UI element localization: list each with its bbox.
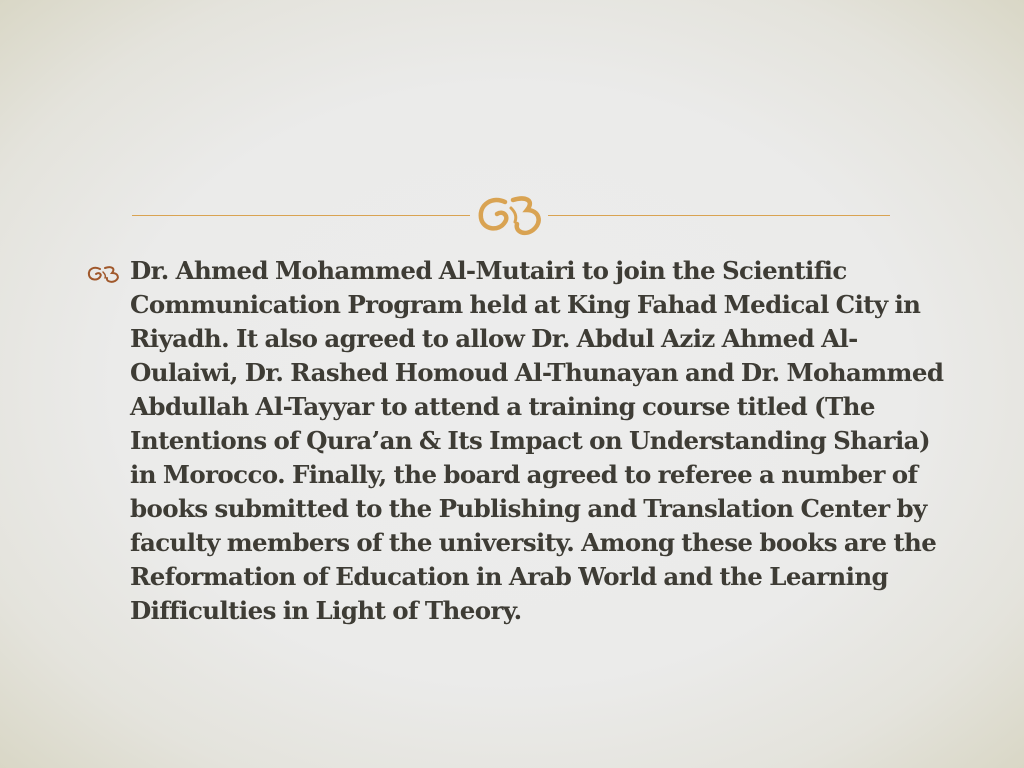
scroll-ornament-icon [475,192,547,238]
bullet-text: Dr. Ahmed Mohammed Al-Mutairi to join the Scientific Communication Program held at King Fahad Medical City in Riyadh. It also agreed to allow Dr. Abdul Aziz Ahmed Al-Oulaiwi, Dr. Rashed Homoud Al-Thunayan and Dr. Mohammed Abdullah Al-Tayyar to attend a training course titled (The Intentions of Qura’an & Its Impact on Understanding Sharia) in Morocco. Finally, the board agreed to referee a number of books submitted to the Publishing and Translation Center by faculty members of the university. Among these books are the Reformation of Education in Arab World and the Learning Difficulties in Light of Theory. [130,256,944,625]
title-divider [132,190,890,240]
ornament-bullet-icon [86,264,122,284]
divider-line-right [548,215,890,216]
divider-line-left [132,215,470,216]
